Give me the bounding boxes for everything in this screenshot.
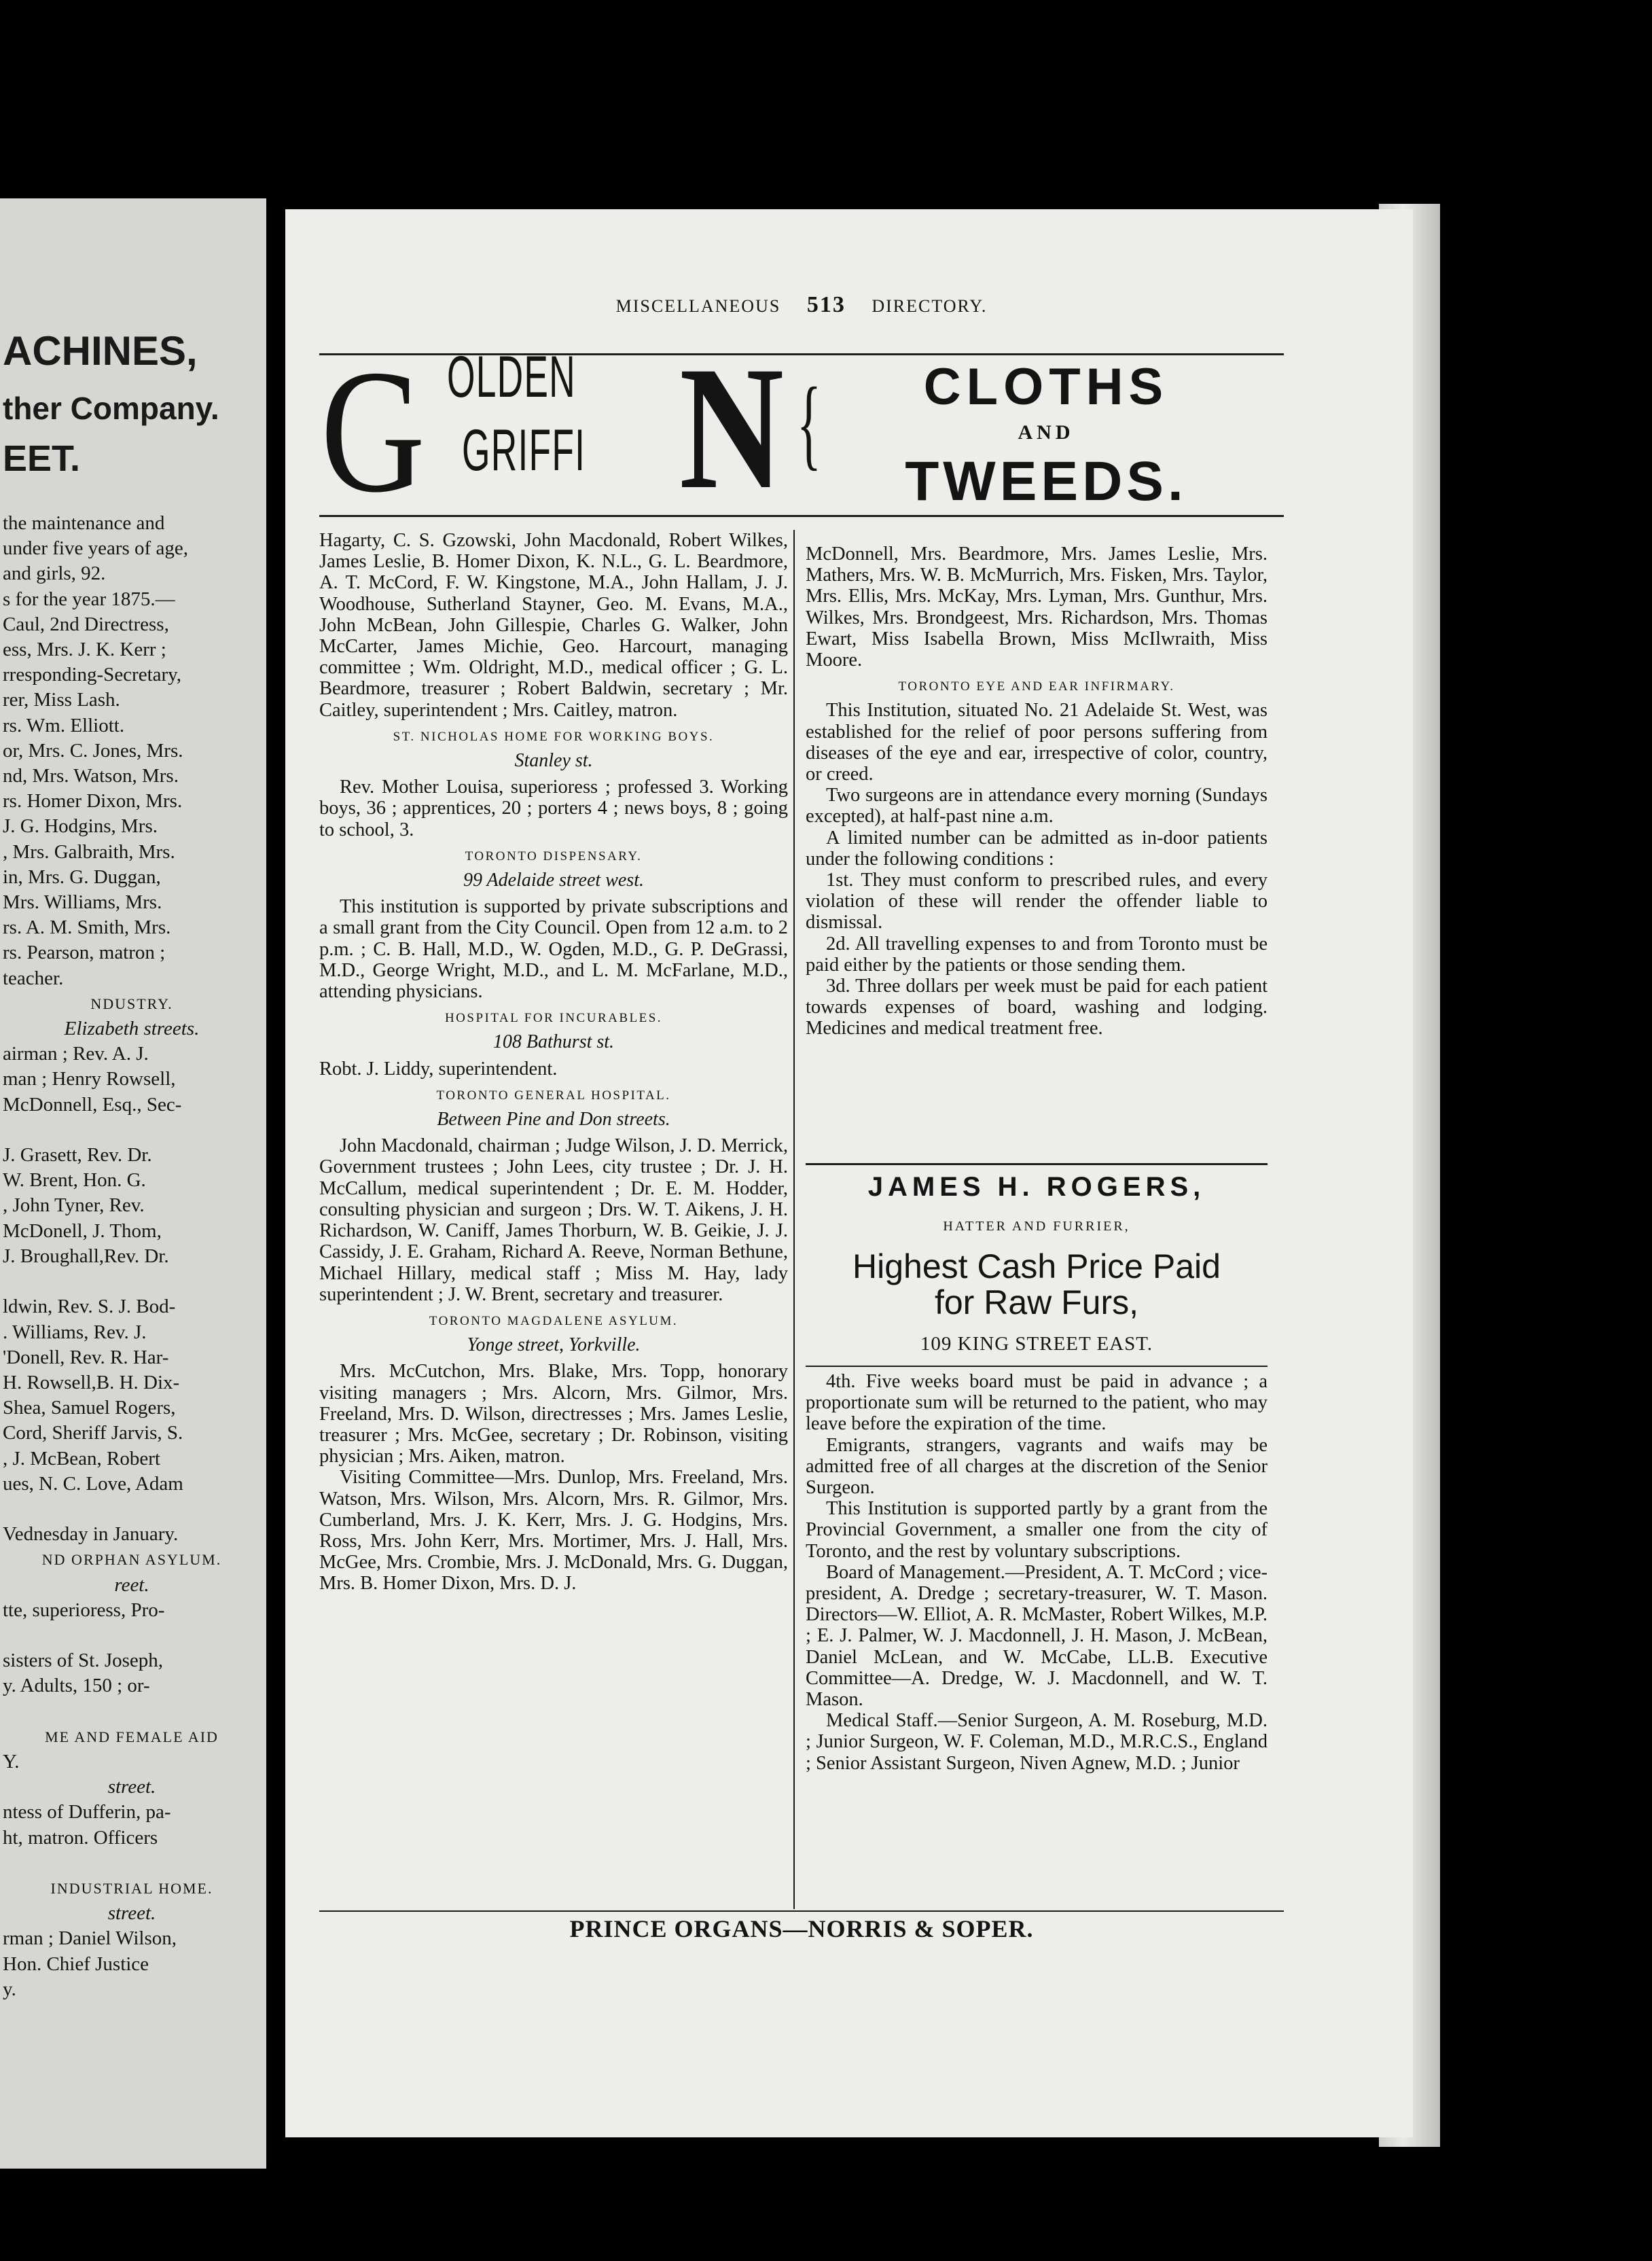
left-page-line: man ; Henry Rowsell, — [3, 1068, 176, 1090]
left-page-line: NDUSTRY. — [90, 995, 173, 1012]
adjacent-left-page — [0, 198, 266, 2169]
golden-griffin-brace: { — [797, 367, 821, 480]
section-heading: TORONTO MAGDALENE ASYLUM. — [429, 1313, 679, 1328]
paragraph: Visiting Committee—Mrs. Dunlop, Mrs. Freeland, Mrs. Watson, Mrs. Wilson, Mrs. Alcorn, Mrs. R. Gilmor, Mrs. Cumberland, Mrs. J. K. Kerr, Mrs. J. G. Hodgins, Mrs. Ross, Mrs. John Kerr, Mrs. Mortimer, Mrs. J. Hall, Mrs. McGee, Mrs. Crombie, Mrs. J. McDonald, Mrs. G. Duggan, Mrs. B. Homer Dixon, Mrs. D. J. — [319, 1467, 788, 1595]
left-page-line — [3, 1118, 261, 1143]
left-page-line: Hon. Chief Justice — [3, 1953, 149, 1975]
left-page-line: McDonell, J. Thom, — [3, 1219, 162, 1242]
left-page-line: ME AND FEMALE AID — [45, 1728, 219, 1745]
paragraph: John Macdonald, chairman ; Judge Wilson, J. D. Merrick, Government trustees ; John Lees, city trustee ; Dr. J. H. McCallum, medical superintendent ; Dr. E. M. Hodder, consulting physician and surgeon ; Drs. W. T. Aikens, J. H. Richardson, W. Caniff, James Thorburn, W. B. Geikie, J. J. Cassidy, J. E. Graham, Richard A. Reeve, Norman Bethune, Michael Hillary, medical staff ; Miss M. Hay, lady superintendent ; J. W. Brent, secretary and treasurer. — [319, 1135, 788, 1305]
left-page-line — [3, 1699, 261, 1724]
golden-griffin-word2: GRIFFI — [462, 418, 586, 483]
left-page-line: ND ORPHAN ASYLUM. — [41, 1551, 222, 1569]
section-location: 99 Adelaide street west. — [463, 870, 644, 891]
left-page-line: y. Adults, 150 ; or- — [3, 1675, 150, 1697]
left-page-line — [3, 1623, 261, 1648]
paragraph: Rev. Mother Louisa, superioress ; professed 3. Working boys, 36 ; apprentices, 20 ; porters 4 ; news boys, 8 ; going to school, 3. — [319, 777, 788, 840]
paragraph: 3d. Three dollars per week must be paid for each patient towards expenses of board, washing and lodging. Medicines and medical treatment free. — [806, 976, 1268, 1039]
left-page-line: Elizabeth streets. — [64, 1018, 200, 1040]
left-page-line: rs. Wm. Elliott. — [3, 714, 125, 736]
left-page-line: ess, Mrs. J. K. Kerr ; — [3, 639, 166, 661]
paragraph: Board of Management.—President, A. T. McCord ; vice-president, A. Dredge ; secretary-treasurer, W. T. Mason. Directors—W. Elliot, A. R. McMaster, Robert Wilkes, M.P. ; E. J. Palmer, W. J. Macdonnell, J. H. Mason, J. McBean, Daniel McLean, and W. McCabe, LL.B. Executive Committee—A. Dredge, W. J. Macdonnell, and W. T. Mason. — [806, 1561, 1268, 1711]
left-page-line: Caul, 2nd Directress, — [3, 613, 169, 635]
rogers-ad-name: JAMES H. ROGERS, — [867, 1172, 1206, 1202]
section-heading: TORONTO DISPENSARY. — [465, 849, 643, 864]
left-page-line: . Williams, Rev. J. — [3, 1321, 147, 1343]
left-page-line: Mrs. Williams, Mrs. — [3, 891, 162, 914]
header-left: MISCELLANEOUS — [615, 296, 781, 316]
left-page-line: J. Grasett, Rev. Dr. — [3, 1144, 152, 1167]
right-column-upper — [806, 544, 1268, 1039]
rogers-ad-slogan-line2: for Raw Furs, — [934, 1283, 1139, 1321]
paragraph: Mrs. McCutchon, Mrs. Blake, Mrs. Topp, honorary visiting managers ; Mrs. Alcorn, Mrs. Gilmor, Mrs. Freeland, Mrs. D. Wilson, directresses ; Mrs. James Leslie, treasurer ; Mrs. McGee, secretary ; Dr. Robinson, visiting physician ; Mrs. Aiken, matron. — [319, 1361, 788, 1467]
section-location: Stanley st. — [514, 750, 593, 772]
left-page-line: , J. McBean, Robert — [3, 1447, 160, 1470]
golden-griffin-and: AND — [1018, 421, 1075, 444]
paragraph: This institution is supported by private subscriptions and a small grant from the City Council. Open from 12 a.m. to 2 p.m. ; C. B. Hall, M.D., W. Ogden, M.D., G. P. DeGrassi, M.D., George Wright, M.D., and L. M. McFarlane, M.D., attending physicians. — [319, 896, 788, 1003]
left-page-line: the maintenance and — [3, 512, 165, 534]
section-heading: TORONTO GENERAL HOSPITAL. — [436, 1088, 671, 1103]
paragraph: Hagarty, C. S. Gzowski, John Macdonald, Robert Wilkes, James Leslie, B. Homer Dixon, K. N.L., G. L. Beardmore, A. T. McCord, F. W. Kingstone, M.A., John Hallam, J. J. Woodhouse, Sutherland Stayner, Geo. M. Evans, M.A., John McBean, John Gillespie, Charles G. Walker, John McCarter, James Michie, Geo. Harcourt, managing committee ; Wm. Oldright, M.D., medical officer ; G. L. Beardmore, treasurer ; Robert Baldwin, secretary ; Mr. Caitley, superintendent ; Mrs. Caitley, matron. — [319, 530, 788, 721]
left-page-line: rer, Miss Lash. — [3, 689, 120, 711]
left-page-line: y. — [3, 1978, 16, 2000]
section-location: Yonge street, Yorkville. — [467, 1334, 641, 1356]
paragraph: Two surgeons are in attendance every morning (Sundays excepted), at half-past nine a.m. — [806, 785, 1268, 827]
left-page-line: ht, matron. Officers — [3, 1826, 158, 1849]
golden-griffin-initial-n: N — [679, 330, 784, 526]
left-column — [319, 530, 788, 1595]
left-page-line: , John Tyner, Rev. — [3, 1194, 145, 1217]
left-page-line: Shea, Samuel Rogers, — [3, 1397, 176, 1419]
left-page-headline-3: EET. — [3, 438, 81, 479]
left-page-line: or, Mrs. C. Jones, Mrs. — [3, 739, 183, 762]
golden-griffin-cloths: CLOTHS — [923, 358, 1169, 416]
left-page-line: H. Rowsell,B. H. Dix- — [3, 1371, 180, 1393]
paragraph: This Institution is supported partly by a grant from the Provincial Government, a smaller one from the city of Toronto, and the rest by voluntary subscriptions. — [806, 1498, 1268, 1562]
left-page-line: rresponding-Secretary, — [3, 664, 182, 686]
left-page-line: rman ; Daniel Wilson, — [3, 1927, 177, 1950]
paragraph: A limited number can be admitted as in-door patients under the following conditions : — [806, 827, 1268, 870]
page-number: 513 — [806, 292, 846, 317]
rogers-ad-trade: HATTER AND FURRIER, — [943, 1219, 1130, 1234]
ad-bottom-rule — [319, 515, 1284, 517]
header-right: DIRECTORY. — [872, 296, 988, 316]
golden-griffin-word1: OLDEN — [447, 344, 576, 410]
left-page-line: Vednesday in January. — [3, 1523, 179, 1546]
golden-griffin-initial-g: G — [321, 334, 425, 529]
left-page-line: airman ; Rev. A. J. — [3, 1043, 149, 1065]
left-page-line: W. Brent, Hon. G. — [3, 1169, 146, 1192]
left-page-line: Y. — [3, 1750, 20, 1773]
left-page-line: J. G. Hodgins, Mrs. — [3, 815, 158, 838]
rogers-ad-slogan — [806, 1249, 1268, 1320]
left-page-line: reet. — [114, 1573, 149, 1596]
column-divider — [793, 530, 795, 1909]
left-page-line — [3, 1269, 261, 1294]
paragraph: 2d. All travelling expenses to and from Toronto must be paid either by the patients or those sending them. — [806, 933, 1268, 976]
section-location: 108 Bathurst st. — [492, 1031, 615, 1053]
paragraph: 1st. They must conform to prescribed rules, and every violation of these will render the offender liable to dismissal. — [806, 870, 1268, 933]
left-page-line: , Mrs. Galbraith, Mrs. — [3, 840, 175, 863]
rogers-ad-top-rule — [806, 1163, 1268, 1165]
rogers-ad-slogan-line1: Highest Cash Price Paid — [852, 1247, 1221, 1285]
left-page-headline-1: ACHINES, — [3, 328, 198, 374]
left-page-line: s for the year 1875.— — [3, 588, 175, 610]
section-heading: HOSPITAL FOR INCURABLES. — [444, 1011, 663, 1026]
section-location: Between Pine and Don streets. — [437, 1109, 670, 1130]
left-page-line: rs. Pearson, matron ; — [3, 942, 166, 964]
rogers-ad-bottom-rule — [806, 1366, 1268, 1367]
left-page-line: street. — [107, 1902, 156, 1925]
left-page-line: 'Donell, Rev. R. Har- — [3, 1346, 169, 1368]
left-page-line: INDUSTRIAL HOME. — [50, 1879, 213, 1897]
running-header — [319, 292, 1284, 319]
left-page-line: ntess of Dufferin, pa- — [3, 1801, 171, 1823]
left-page-line: and girls, 92. — [3, 563, 106, 585]
left-page-line: rs. A. M. Smith, Mrs. — [3, 916, 171, 939]
left-page-line: street. — [107, 1776, 156, 1798]
paragraph: Robt. J. Liddy, superintendent. — [319, 1058, 558, 1080]
section-heading: TORONTO EYE AND EAR INFIRMARY. — [898, 679, 1175, 694]
section-heading: ST. NICHOLAS HOME FOR WORKING BOYS. — [393, 729, 715, 744]
left-page-line: sisters of St. Joseph, — [3, 1650, 164, 1672]
left-page-line — [3, 1497, 261, 1522]
left-page-line: Cord, Sheriff Jarvis, S. — [3, 1422, 183, 1444]
left-page-line: tte, superioress, Pro- — [3, 1599, 165, 1621]
left-page-line — [3, 1851, 261, 1876]
paragraph: 4th. Five weeks board must be paid in advance ; a proportionate sum will be returned to the patient, who may leave before the expiration of the time. — [806, 1371, 1268, 1435]
rogers-ad-address: 109 KING STREET EAST. — [920, 1333, 1153, 1355]
left-page-headline-2: ther Company. — [3, 391, 219, 426]
footer-advertisement: PRINCE ORGANS—NORRIS & SOPER. — [569, 1915, 1034, 1942]
paragraph: McDonnell, Mrs. Beardmore, Mrs. James Leslie, Mrs. Mathers, Mrs. W. B. McMurrich, Mrs. Fisken, Mrs. Taylor, Mrs. Ellis, Mrs. McKay, Mrs. Lyman, Mrs. Gunthur, Mrs. Wilkes, Mrs. Brondgeest, Mrs. Richardson, Mrs. Thomas Ewart, Miss Isabella Brown, Miss McIlwraith, Miss Moore. — [806, 544, 1268, 671]
left-page-line: under five years of age, — [3, 537, 188, 560]
footer-rule — [319, 1910, 1284, 1912]
right-column-lower — [806, 1371, 1268, 1774]
left-page-line: teacher. — [3, 967, 64, 989]
paragraph: Medical Staff.—Senior Surgeon, A. M. Roseburg, M.D. ; Junior Surgeon, W. F. Coleman, M.D., M.R.C.S., England ; Senior Assistant Surgeon, Niven Agnew, M.D. ; Junior — [806, 1710, 1268, 1774]
left-page-line: in, Mrs. G. Duggan, — [3, 866, 161, 888]
left-page-line: rs. Homer Dixon, Mrs. — [3, 790, 183, 813]
golden-griffin-tweeds: TWEEDS. — [905, 450, 1187, 512]
left-page-line: J. Broughall,Rev. Dr. — [3, 1245, 169, 1267]
left-page-line: nd, Mrs. Watson, Mrs. — [3, 765, 179, 787]
left-page-text — [3, 511, 261, 2002]
paragraph: Emigrants, strangers, vagrants and waifs may be admitted free of all charges at the discretion of the Senior Surgeon. — [806, 1434, 1268, 1499]
left-page-line: ldwin, Rev. S. J. Bod- — [3, 1296, 176, 1318]
left-page-line: ues, N. C. Love, Adam — [3, 1472, 183, 1495]
left-page-line: McDonnell, Esq., Sec- — [3, 1093, 182, 1116]
paragraph: This Institution, situated No. 21 Adelaide St. West, was established for the relief of poor persons suffering from diseases of the eye and ear, irrespective of color, country, or creed. — [806, 700, 1268, 785]
